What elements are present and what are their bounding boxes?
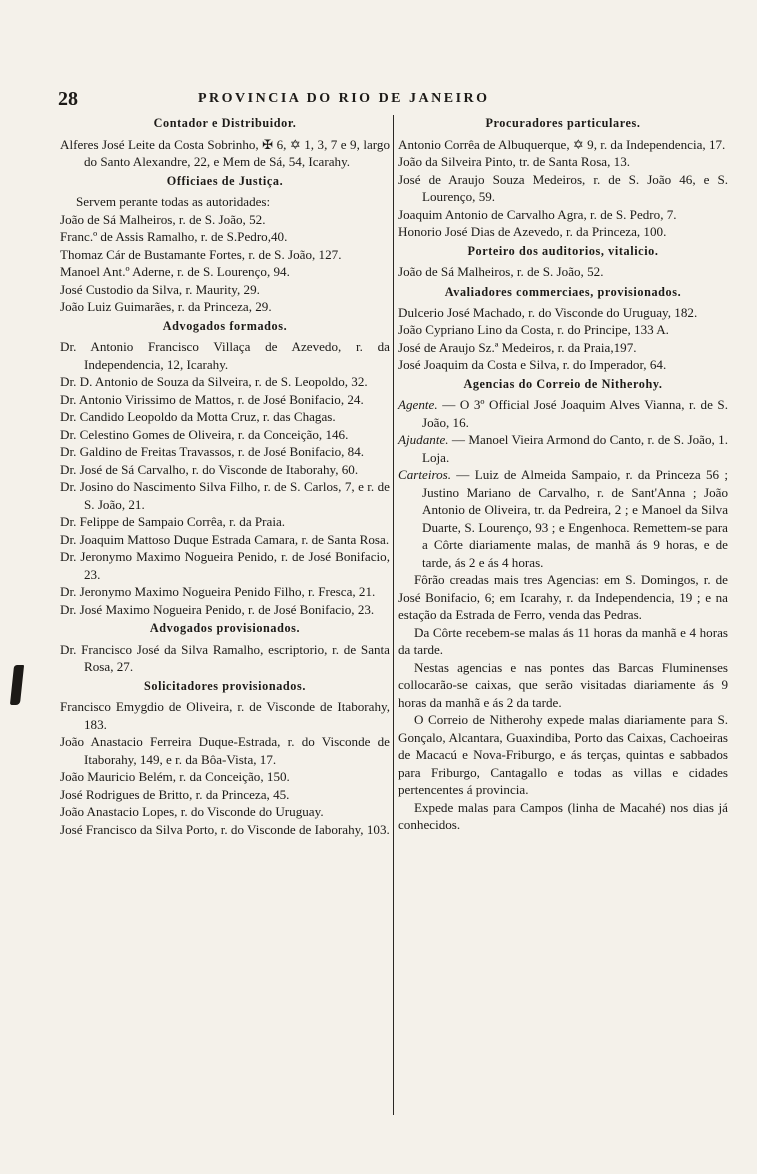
directory-entry: Dr. José Maximo Nogueira Penido, r. de José Bonifacio, 23. [60,601,375,617]
directory-entry: Joaquim Antonio de Carvalho Agra, r. de S. Pedro, 7. [398,206,677,222]
directory-entry: Dr. Joaquim Mattoso Duque Estrada Camara, r. de Santa Rosa. [60,531,390,547]
column-divider [393,115,394,1115]
directory-entry: Dulcerio José Machado, r. do Visconde do Uruguay, 182. [398,304,698,320]
directory-entry: João da Silveira Pinto, tr. de Santa Rosa, 13. [398,154,631,169]
directory-entry: Dr. Josino do Nascimento Silva Filho, r. de S. Carlos, 7, e r. de S. João, 21. [60,479,390,512]
page-number: 28 [58,88,78,110]
entry-text: — Luiz de Almeida Sampaio, r. da Princeza 56 ; Justino Mariano de Carvalho, r. de Sant'Anna ; João Antonio de Oliveira, tr. da Pedreira, 2 ; e Manoel da Silva Duarte, S. Lourenço, 93 ; e Engenhoca. Remettem-se para a Côrte diariamente malas, de manhã ás 9 horas, e de tarde, ás 2 e ás 4 horas. [422,467,728,570]
entry-role-label: Ajudante. [398,432,449,447]
paragraph: Fôrão creadas mais tres Agencias: em S. Domingos, r. de José Bonifacio, 6; em Icarahy, r. da Independencia, 19 ; e na estação da Estrada de Ferro, venda das Pedras. [398,572,728,622]
directory-entry: Dr. Candido Leopoldo da Motta Cruz, r. das Chagas. [60,409,336,424]
paragraph: Nestas agencias e nas pontes das Barcas Fluminenses collocarão-se caixas, que serão visitadas diariamente ás 9 horas da manhã e ás 2 da tarde. [398,659,728,710]
section-heading: Avaliadores commerciaes, provisionados. [444,284,682,299]
directory-entry: Dr. Antonio Francisco Villaça de Azevedo, r. da Independencia, 12, Icarahy. [60,339,390,372]
page-header [58,88,718,112]
directory-entry: Dr. D. Antonio de Souza da Silveira, r. de S. Leopoldo, 32. [60,374,368,389]
section-heading: Officiaes de Justiça. [166,173,284,188]
section-heading: Advogados formados. [162,318,288,333]
section-heading: Solicitadores provisionados. [144,678,306,693]
directory-entry: José de Araujo Souza Medeiros, r. de S. João 46, e S. Lourenço, 59. [398,171,728,204]
section-heading: Porteiro dos auditorios, vitalicio. [467,243,659,258]
entry-text: — Manoel Vieira Armond do Canto, r. de S. João, 1. Loja. [422,432,728,465]
section-heading: Agencias do Correio de Nitherohy. [463,376,663,391]
directory-entry: Dr. Jeronymo Maximo Nogueira Penido, r. de José Bonifacio, 23. [60,549,390,582]
directory-entry: Thomaz Cár de Bustamante Fortes, r. de S. João, 127. [60,246,342,262]
directory-entry: João Cypriano Lino da Costa, r. do Principe, 133 A. [398,322,669,337]
directory-entry [398,431,728,466]
page-title: PROVINCIA DO RIO DE JANEIRO [198,91,490,106]
entry-text: — O 3º Official José Joaquim Alves Vianna, r. de S. João, 16. [422,397,728,430]
directory-entry: João Anastacio Ferreira Duque-Estrada, r. do Visconde de Itaborahy, 149, e r. da Bôa-Vista, 17. [60,734,390,767]
directory-entry: Dr. Francisco José da Silva Ramalho, escriptorio, r. de Santa Rosa, 27. [60,641,390,674]
section-heading: Procuradores particulares. [485,116,641,130]
directory-entry: José Joaquim da Costa e Silva, r. do Imperador, 64. [398,357,667,372]
directory-entry: João Anastacio Lopes, r. do Visconde do Uruguay. [60,804,324,819]
directory-entry: Dr. Jeronymo Maximo Nogueira Penido Filho, r. Fresca, 21. [60,584,376,599]
directory-entry: Francisco Emygdio de Oliveira, r. de Visconde de Itaborahy, 183. [60,699,390,732]
directory-entry: Franc.º de Assis Ramalho, r. de S.Pedro,40. [60,229,288,244]
entry-role-label: Carteiros. [398,467,451,482]
directory-entry: José Francisco da Silva Porto, r. do Visconde de Iaborahy, 103. [60,821,390,837]
directory-entry: José Custodio da Silva, r. Maurity, 29. [60,281,260,297]
directory-entry: Dr. Antonio Virissimo de Mattos, r. de José Bonifacio, 24. [60,391,364,407]
directory-entry: Dr. Felippe de Sampaio Corrêa, r. da Praia. [60,514,286,529]
directory-entry: João de Sá Malheiros, r. de S. João, 52. [398,264,604,279]
directory-entry: Antonio Corrêa de Albuquerque, ✡ 9, r. da Independencia, 17. [398,136,726,152]
directory-entry: José Rodrigues de Britto, r. da Princeza, 45. [60,786,290,802]
ink-blot-mark [10,665,24,705]
section-heading: Contador e Distribuidor. [153,116,297,130]
entry-role-label: Agente. [398,397,438,412]
directory-entry: João Mauricio Belém, r. da Conceição, 150. [60,769,290,784]
directory-entry: Alferes José Leite da Costa Sobrinho, ✠ 6, ✡ 1, 3, 7 e 9, largo do Santo Alexandre, 22, e Mem de Sá, 54, Icarahy. [60,136,390,169]
directory-entry [398,466,728,571]
directory-entry: Honorio José Dias de Azevedo, r. da Princeza, 100. [398,224,667,239]
directory-entry: João de Sá Malheiros, r. de S. João, 52. [60,211,266,227]
directory-entry: Dr. José de Sá Carvalho, r. do Visconde de Itaborahy, 60. [60,461,359,477]
directory-entry [398,396,728,431]
directory-entry: Dr. Galdino de Freitas Travassos, r. de José Bonifacio, 84. [60,444,365,459]
paragraph: Da Côrte recebem-se malas ás 11 horas da manhã e 4 horas da tarde. [398,624,728,657]
section-heading: Advogados provisionados. [149,621,301,635]
directory-entry: Dr. Celestino Gomes de Oliveira, r. da Conceição, 146. [60,426,349,442]
directory-entry: João Luiz Guimarães, r. da Princeza, 29. [60,299,272,314]
directory-entry: Manoel Ant.º Aderne, r. de S. Lourenço, 94. [60,264,290,279]
right-column [398,113,728,834]
paragraph: Servem perante todas as autoridades: [76,194,271,209]
paragraph: Expede malas para Campos (linha de Macahé) nos dias já conhecidos. [398,799,728,832]
directory-entry: José de Araujo Sz.ª Medeiros, r. da Praia,197. [398,339,637,355]
left-column [60,113,390,838]
paragraph: O Correio de Nitherohy expede malas diariamente para S. Gonçalo, Alcantara, Guaxindiba, Porto das Caixas, Cachoeiras de Macacú e Nova-Friburgo, e ás terças, quintas e sabbados para Friburgo, Cantagallo e todas as villas e cidades pertencentes á provincia. [398,712,728,797]
